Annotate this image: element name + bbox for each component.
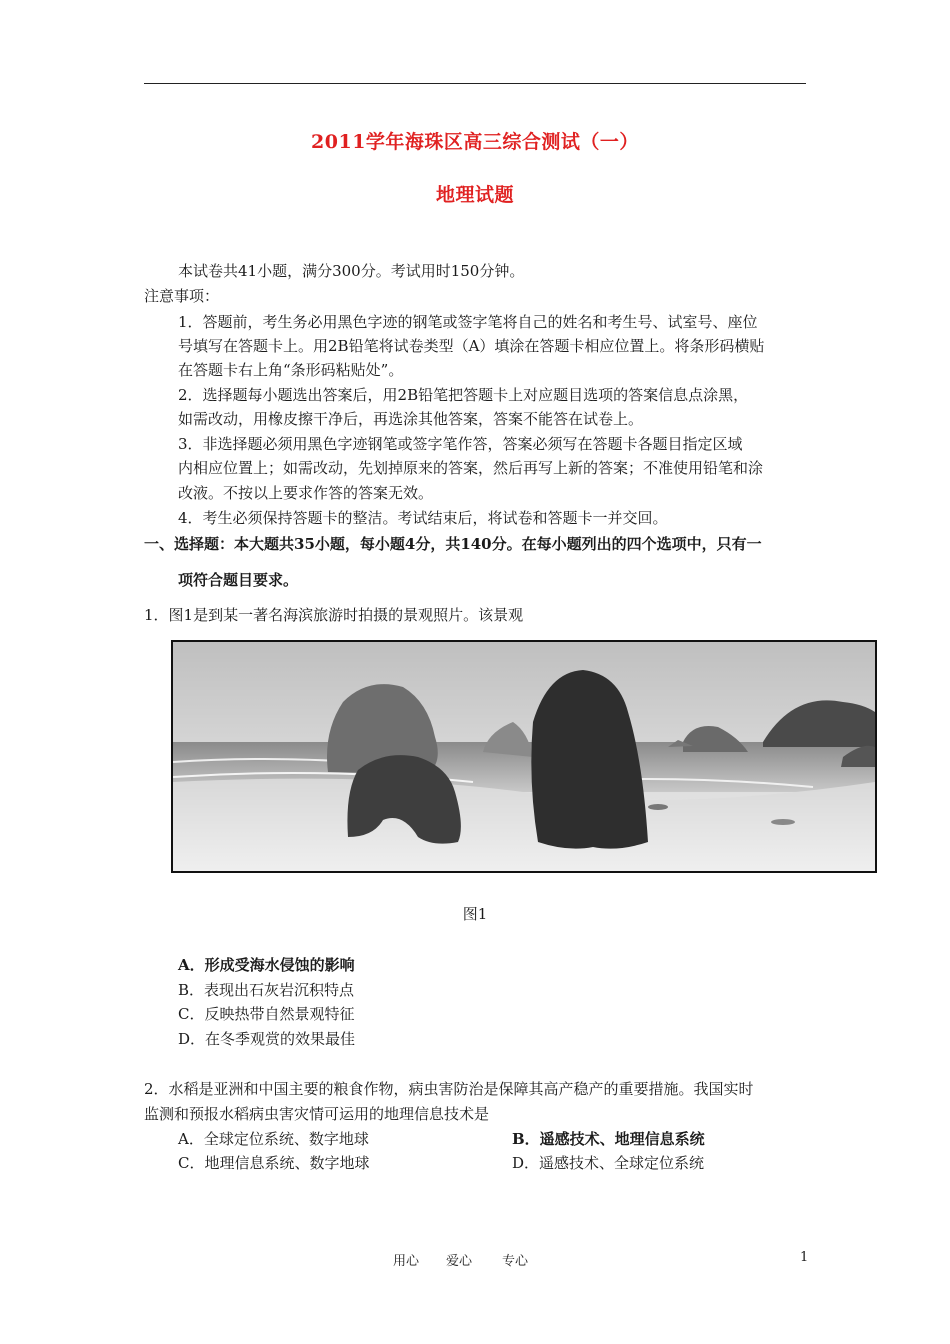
notice-heading: 注意事项： xyxy=(144,287,220,305)
footer-motto: 爱心 xyxy=(446,1254,473,1269)
note-line: 改液。不按以上要求作答的答案无效。 xyxy=(178,484,434,502)
section-heading: 一、选择题：本大题共35小题，每小题4分，共140分。在每小题列出的四个选项中，只有一 xyxy=(144,535,762,553)
section-heading-cont: 项符合题目要求。 xyxy=(178,571,299,589)
exam-subject: 地理试题 xyxy=(435,184,514,206)
q1-option-d: D．在冬季观赏的效果最佳 xyxy=(178,1030,356,1048)
figure-1-photo xyxy=(171,640,877,873)
q1-option-c: C．反映热带自然景观特征 xyxy=(178,1005,355,1023)
note-line: 4．考生必须保持答题卡的整洁。考试结束后，将试卷和答题卡一并交回。 xyxy=(178,509,668,527)
q2-option-a: A．全球定位系统、数字地球 xyxy=(178,1130,369,1148)
note-line: 1．答题前，考生务必用黑色字迹的钢笔或签字笔将自己的姓名和考生号、试室号、座位 xyxy=(178,313,758,331)
footer-motto: 用心 xyxy=(393,1254,420,1269)
note-line: 3．非选择题必须用黑色字迹钢笔或签字笔作答，答案必须写在答题卡各题目指定区域 xyxy=(178,435,743,453)
header-rule xyxy=(144,83,806,84)
q1-option-a: A．形成受海水侵蚀的影响 xyxy=(178,956,355,974)
exam-title: 2011学年海珠区高三综合测试（一） xyxy=(311,131,639,153)
note-line: 如需改动，用橡皮擦干净后，再选涂其他答案，答案不能答在试卷上。 xyxy=(178,410,644,428)
footer-motto: 专心 xyxy=(502,1254,529,1269)
question-2-stem-cont: 监测和预报水稻病虫害灾情可运用的地理信息技术是 xyxy=(144,1105,490,1123)
q1-option-b: B．表现出石灰岩沉积特点 xyxy=(178,981,355,999)
note-line: 号填写在答题卡上。用2B铅笔将试卷类型（A）填涂在答题卡相应位置上。将条形码横贴 xyxy=(178,337,765,355)
question-1-stem: 1．图1是到某一著名海滨旅游时拍摄的景观照片。该景观 xyxy=(144,606,524,624)
question-2-stem: 2．水稻是亚洲和中国主要的粮食作物，病虫害防治是保障其高产稳产的重要措施。我国实时 xyxy=(144,1080,754,1098)
exam-summary: 本试卷共41小题，满分300分。考试用时150分钟。 xyxy=(178,262,525,280)
note-line: 2．选择题每小题选出答案后，用2B铅笔把答题卡上对应题目选项的答案信息点涂黑， xyxy=(178,386,749,404)
note-line: 在答题卡右上角“条形码粘贴处”。 xyxy=(178,361,404,379)
figure-1-caption: 图1 xyxy=(462,905,488,923)
q2-option-d: D．遥感技术、全球定位系统 xyxy=(512,1154,705,1172)
q2-option-c: C．地理信息系统、数字地球 xyxy=(178,1154,370,1172)
note-line: 内相应位置上；如需改动，先划掉原来的答案，然后再写上新的答案；不准使用铅笔和涂 xyxy=(178,459,764,477)
q2-option-b: B．遥感技术、地理信息系统 xyxy=(512,1130,705,1148)
page-number: 1 xyxy=(800,1250,809,1265)
